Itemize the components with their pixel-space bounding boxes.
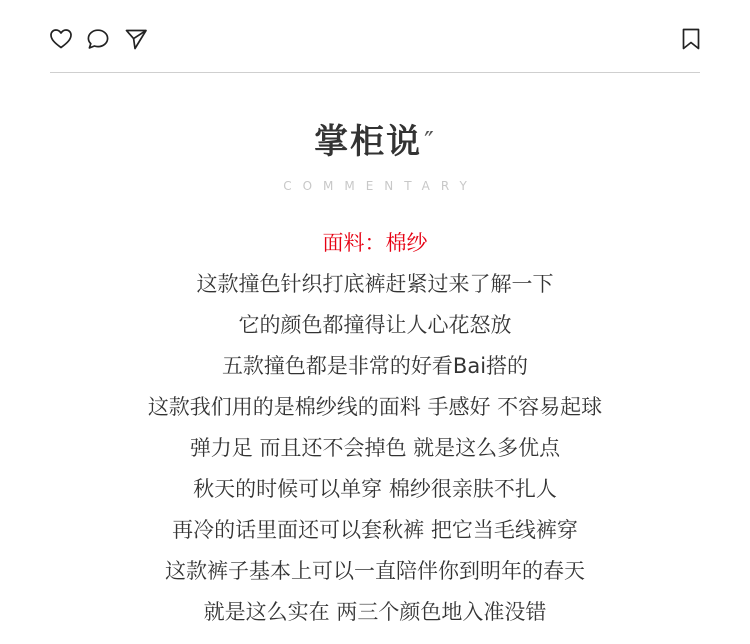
description-line: 弹力足 而且还不会掉色 就是这么多优点	[189, 436, 561, 460]
description-line: 再冷的话里面还可以套秋裤 把它当毛线裤穿	[172, 518, 578, 542]
divider	[50, 72, 700, 73]
like-button[interactable]	[48, 26, 74, 52]
share-button[interactable]	[123, 26, 149, 52]
bookmark-icon	[679, 27, 703, 51]
description-line: 就是这么实在 两三个颜色地入准没错	[203, 600, 547, 624]
commentary-title-text: 掌柜说	[314, 122, 423, 162]
comment-icon	[86, 27, 110, 51]
description-line: 五款撞色都是非常的好看Bai搭的	[221, 354, 529, 378]
product-description	[0, 223, 750, 633]
comment-button[interactable]	[85, 26, 111, 52]
action-bar	[0, 0, 750, 72]
description-line: 这款裤子基本上可以一直陪伴你到明年的春天	[165, 559, 585, 583]
description-line: 这款撞色针织打底裤赶紧过来了解一下	[196, 272, 554, 296]
fabric-line: 面料：棉纱	[322, 231, 428, 255]
heart-icon	[49, 27, 73, 51]
description-line: 这款我们用的是棉纱线的面料 手感好 不容易起球	[147, 395, 603, 419]
commentary-subtitle: COMMENTARY	[283, 179, 478, 193]
description-line: 它的颜色都撞得让人心花怒放	[238, 313, 512, 337]
description-line: 秋天的时候可以单穿 棉纱很亲肤不扎人	[193, 477, 557, 501]
paper-plane-icon	[124, 27, 148, 51]
commentary-title	[0, 118, 750, 166]
bookmark-button[interactable]	[678, 26, 704, 52]
title-quote-mark: ″	[424, 127, 436, 157]
